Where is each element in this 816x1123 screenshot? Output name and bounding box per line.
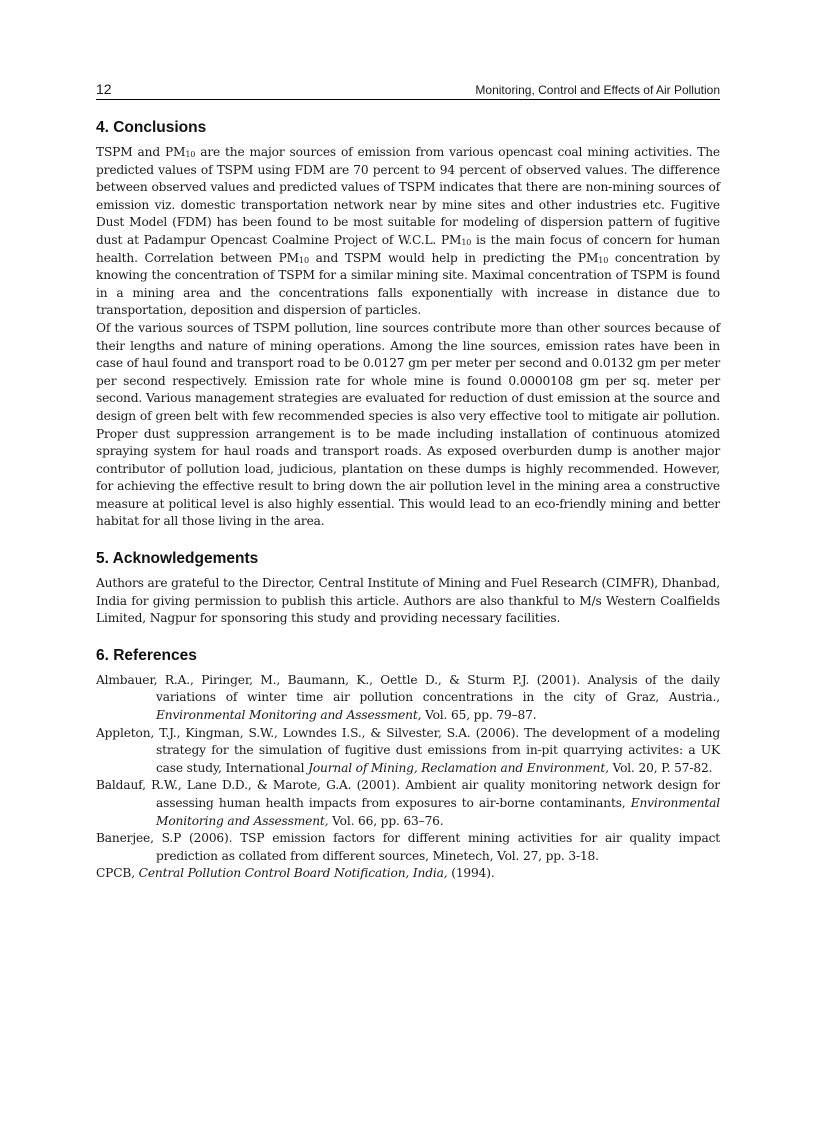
reference-item bbox=[96, 830, 720, 865]
reference-text: Almbauer, R.A., Piringer, M., Baumann, K., Oettle D., & Sturm P.J. (2001). Analysis of the daily variations of winter time air pollution concentrations in the city of Graz, Austria., bbox=[96, 672, 720, 705]
subscript: 10 bbox=[299, 255, 309, 265]
reference-text: Appleton, T.J., Kingman, S.W., Lowndes I.S., & Silvester, S.A. (2006). The development of a modeling strategy for the simulation of fugitive dust emissions from in-pit quarrying activites: a UK case study, International bbox=[96, 725, 720, 775]
section-heading-acknowledgements: 5. Acknowledgements bbox=[96, 550, 259, 568]
conclusions-paragraph-2: Of the various sources of TSPM pollution, line sources contribute more than other sources because of their lengths and nature of mining operations. Among the line sources, emission rates have been in case of haul found and transport road to be 0.0127 gm per meter per second and 0.0132 gm per meter per second respectively. Emission rate for whole mine is found 0.0000108 gm per sq. meter per second. Various management strategies are evaluated for reduction of dust emission at the source and design of green belt with few recommended species is also very effective tool to mitigate air pollution. Proper dust suppression arrangement is to be made including installation of continuous atomized spraying system for haul roads and transport roads. As exposed overburden dump is another major contributor of pollution load, judicious, plantation on these dumps is highly recommended. However, for achieving the effective result to bring down the air pollution level in the mining area a constructive measure at political level is also highly essential. This would lead to an eco-friendly mining and better habitat for all those living in the area. bbox=[96, 320, 720, 529]
reference-details: Vol. 66, pp. 63–76. bbox=[328, 813, 444, 828]
reference-text: Banerjee, S.P (2006). TSP emission factors for different mining activities for air quality impact prediction as collated from different sources, Minetech, Vol. 27, pp. 3-18. bbox=[96, 831, 720, 863]
reference-item bbox=[96, 672, 720, 725]
section-heading-references: 6. References bbox=[96, 646, 197, 664]
reference-details: Vol. 65, pp. 79–87. bbox=[421, 708, 537, 723]
page bbox=[96, 78, 720, 883]
text-run: are the major sources of emission from various opencast coal mining activities. The predicted values of TSPM using FDM are 70 percent to 94 percent of observed values. The difference between observed values and predicted values of TSPM indicates that there are non-mining sources of emission viz. domestic transportation network near by mine sites and other industries etc. Fugitive Dust Model (FDM) has been found to be most suitable for modeling of dispersion pattern of fugitive dust at Padampur Opencast Coalmine Project of W.C.L. PM bbox=[96, 145, 720, 247]
reference-text: Baldauf, R.W., Lane D.D., & Marote, G.A. (2001). Ambient air quality monitoring network design for assessing human health impacts from exposures to air-borne contaminants, bbox=[96, 778, 720, 810]
text-run: and TSPM would help in predicting the PM bbox=[308, 250, 599, 265]
reference-text: CPCB, bbox=[96, 866, 139, 881]
reference-details: (1994). bbox=[447, 866, 495, 881]
reference-journal: Journal of Mining, Reclamation and Environment, bbox=[308, 760, 609, 775]
running-header bbox=[96, 78, 720, 100]
reference-journal: Environmental Monitoring and Assessment, bbox=[156, 796, 720, 828]
page-number: 12 bbox=[96, 81, 112, 97]
reference-journal: Central Pollution Control Board Notification, India, bbox=[138, 866, 448, 881]
subscript: 10 bbox=[185, 150, 196, 159]
reference-item bbox=[96, 725, 720, 778]
running-title: Monitoring, Control and Effects of Air Pollution bbox=[475, 83, 720, 97]
reference-list bbox=[96, 672, 720, 883]
reference-item bbox=[96, 865, 720, 883]
text-run: concentration by knowing the concentration of TSPM for a similar mining site. Maximal concentration of TSPM is found in a mining area and the concentrations falls exponentially with increase in distance due to transportation, deposition and dispersion of particles. bbox=[96, 250, 720, 318]
subscript: 10 bbox=[461, 237, 472, 247]
section-heading-conclusions: 4. Conclusions bbox=[96, 119, 207, 136]
text-run: TSPM and PM bbox=[96, 145, 186, 159]
reference-item bbox=[96, 777, 720, 830]
text-run: is the main focus of concern for human health. Correlation between PM bbox=[96, 232, 720, 265]
reference-journal: Environmental Monitoring and Assessment, bbox=[156, 708, 422, 723]
reference-details: Vol. 20, P. 57-82. bbox=[608, 760, 713, 775]
conclusions-paragraph-1 bbox=[96, 144, 720, 320]
acknowledgements-paragraph: Authors are grateful to the Director, Central Institute of Mining and Fuel Research (CIMFR), Dhanbad, India for giving permission to publish this article. Authors are also thankful to M/s Western Coalfields Limited, Nagpur for sponsoring this study and providing necessary facilities. bbox=[96, 576, 720, 626]
subscript: 10 bbox=[598, 255, 609, 265]
